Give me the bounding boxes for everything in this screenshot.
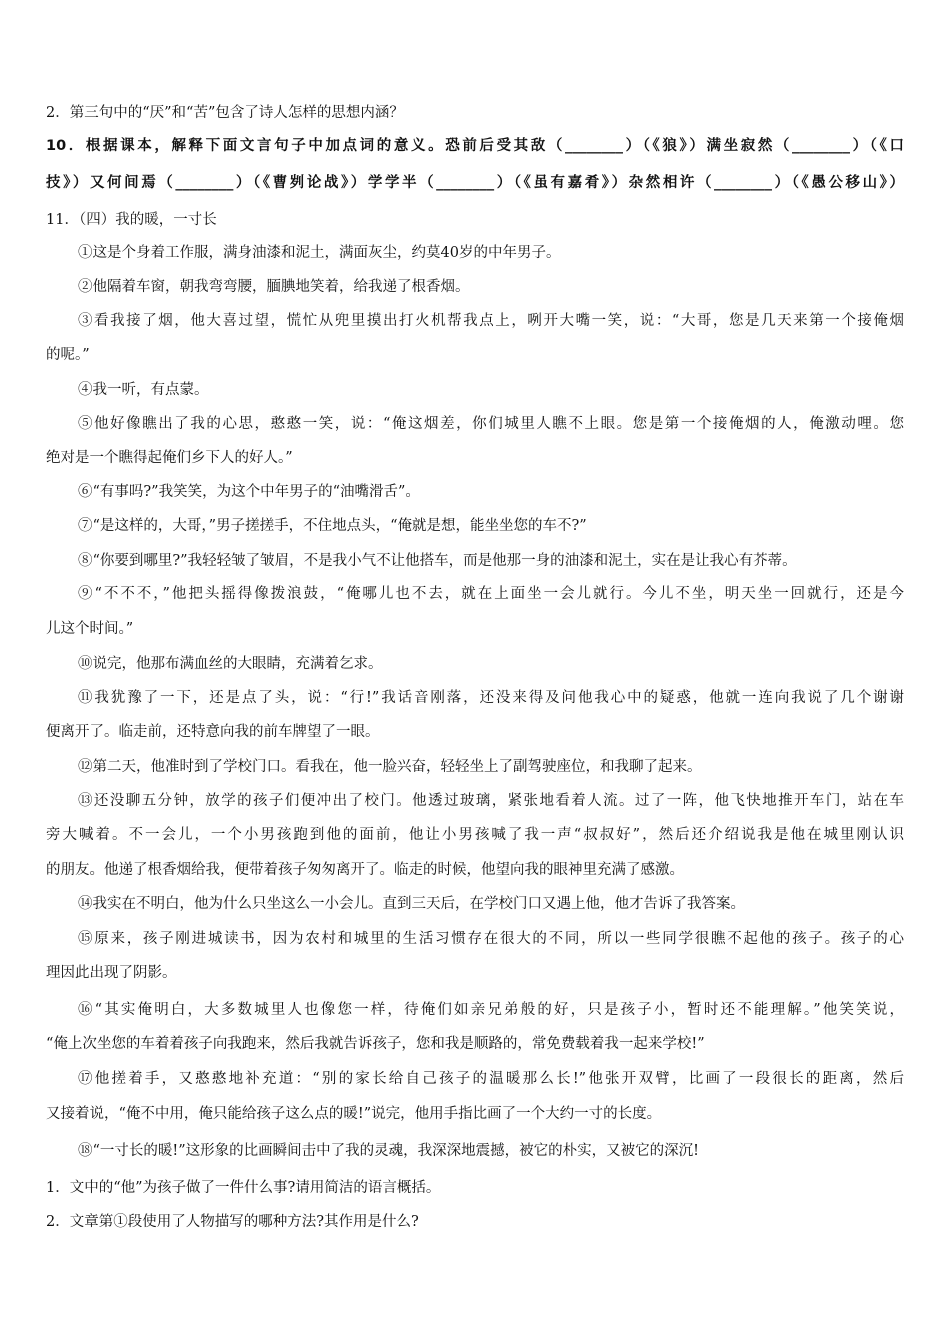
paragraph-13-line-1: ⑬还没聊五分钟，放学的孩子们便冲出了校门。他透过玻璃，紧张地看着人流。过了一阵，他飞快地推开车门，站在车 bbox=[78, 793, 904, 809]
paragraph-5-line-2: 绝对是一个瞧得起俺们乡下人的好人。” bbox=[46, 450, 293, 466]
question-11-title: 11．（四）我的暖，一寸长 bbox=[46, 212, 217, 228]
paragraph-8: ⑧“你要到哪里?”我轻轻皱了皱眉，不是我小气不让他搭车，而是他那一身的油漆和泥土，实在是让我心有芥蒂。 bbox=[78, 553, 797, 569]
paragraph-5-line-1: ⑤他好像瞧出了我的心思，憨憨一笑，说：“俺这烟差，你们城里人瞧不上眼。您是第一个接俺烟的人，俺激动哩。您 bbox=[78, 416, 904, 432]
question-2-poem: 2．第三句中的“厌”和“苦”包含了诗人怎样的思想内涵？ bbox=[46, 105, 404, 121]
paragraph-10: ⑩说完，他那布满血丝的大眼睛，充满着乞求。 bbox=[78, 656, 383, 672]
paragraph-11-line-2: 便离开了。临走前，还特意向我的前车牌望了一眼。 bbox=[46, 724, 380, 740]
paragraph-4: ④我一听，有点蒙。 bbox=[78, 382, 209, 398]
paragraph-11-line-1: ⑪我犹豫了一下，还是点了头，说：“行!”我话音刚落，还没来得及问他我心中的疑惑，他就一连向我说了几个谢谢 bbox=[78, 690, 904, 706]
paragraph-18: ⑱“一寸长的暖!”这形象的比画瞬间击中了我的灵魂，我深深地震撼，被它的朴实，又被它的深沉! bbox=[78, 1143, 699, 1159]
paragraph-13-line-3: 的朋友。他递了根香烟给我，便带着孩子匆匆离开了。临走的时候，他望向我的眼神里充满了感激。 bbox=[46, 862, 684, 878]
paragraph-6: ⑥“有事吗?”我笑笑，为这个中年男子的“油嘴滑舌”。 bbox=[78, 484, 420, 500]
paragraph-15-line-2: 理因此出现了阴影。 bbox=[46, 965, 177, 981]
sub-question-2: 2．文章第①段使用了人物描写的哪种方法?其作用是什么? bbox=[46, 1214, 419, 1230]
question-10-line-1: 10．根据课本，解释下面文言句子中加点词的意义。恐前后受其敌（________）（《狼》）满坐寂然（________）（《口 bbox=[46, 138, 904, 154]
sub-question-1: 1．文中的“他”为孩子做了一件什么事?请用简洁的语言概括。 bbox=[46, 1180, 441, 1196]
paragraph-17-line-2: 又接着说，“俺不中用，俺只能给孩子这么点的暖!”说完，他用手指比画了一个大约一寸的长度。 bbox=[46, 1106, 662, 1122]
paragraph-9-line-1: ⑨“不不不，”他把头摇得像拨浪鼓，“俺哪儿也不去，就在上面坐一会儿就行。今儿不坐，明天坐一回就行，还是今 bbox=[78, 586, 904, 602]
paragraph-1: ①这是个身着工作服，满身油漆和泥土，满面灰尘，约莫40岁的中年男子。 bbox=[78, 245, 561, 261]
paragraph-17-line-1: ⑰他搓着手，又憨憨地补充道：“别的家长给自己孩子的温暖那么长!”他张开双臂，比画了一段很长的距离，然后 bbox=[78, 1071, 904, 1087]
paragraph-3-line-1: ③看我接了烟，他大喜过望，慌忙从兜里摸出打火机帮我点上，咧开大嘴一笑，说：“大哥，您是几天来第一个接俺烟 bbox=[78, 313, 904, 329]
paragraph-14: ⑭我实在不明白，他为什么只坐这么一小会儿。直到三天后，在学校门口又遇上他，他才告诉了我答案。 bbox=[78, 896, 745, 912]
paragraph-16-line-1: ⑯“其实俺明白，大多数城里人也像您一样，待俺们如亲兄弟般的好，只是孩子小，暂时还不能理解。”他笑笑说， bbox=[78, 1002, 904, 1018]
paragraph-2: ②他隔着车窗，朝我弯弯腰，腼腆地笑着，给我递了根香烟。 bbox=[78, 279, 470, 295]
paragraph-13-line-2: 旁大喊着。不一会儿，一个小男孩跑到他的面前，他让小男孩喊了我一声“叔叔好”，然后还介绍说我是他在城里刚认识 bbox=[46, 827, 904, 843]
paragraph-3-line-2: 的呢。” bbox=[46, 347, 90, 363]
paragraph-12: ⑫第二天，他准时到了学校门口。看我在，他一脸兴奋，轻轻坐上了副驾驶座位，和我聊了起来。 bbox=[78, 759, 702, 775]
paragraph-16-line-2: “俺上次坐您的车着着孩子向我跑来，然后我就告诉孩子，您和我是顺路的，常免费载着我一起来学校!” bbox=[46, 1036, 705, 1052]
paragraph-15-line-1: ⑮原来，孩子刚进城读书，因为农村和城里的生活习惯存在很大的不同，所以一些同学很瞧不起他的孩子。孩子的心 bbox=[78, 931, 904, 947]
question-10-line-2: 技》）又何间焉（________）（《曹刿论战》）学学半（________）（《虽有嘉肴》）杂然相许（________）（《愚公移山》） bbox=[46, 175, 904, 191]
paragraph-7: ⑦“是这样的，大哥，”男子搓搓手，不住地点头，“俺就是想，能坐坐您的车不?” bbox=[78, 518, 587, 534]
paragraph-9-line-2: 儿这个时间。” bbox=[46, 621, 134, 637]
